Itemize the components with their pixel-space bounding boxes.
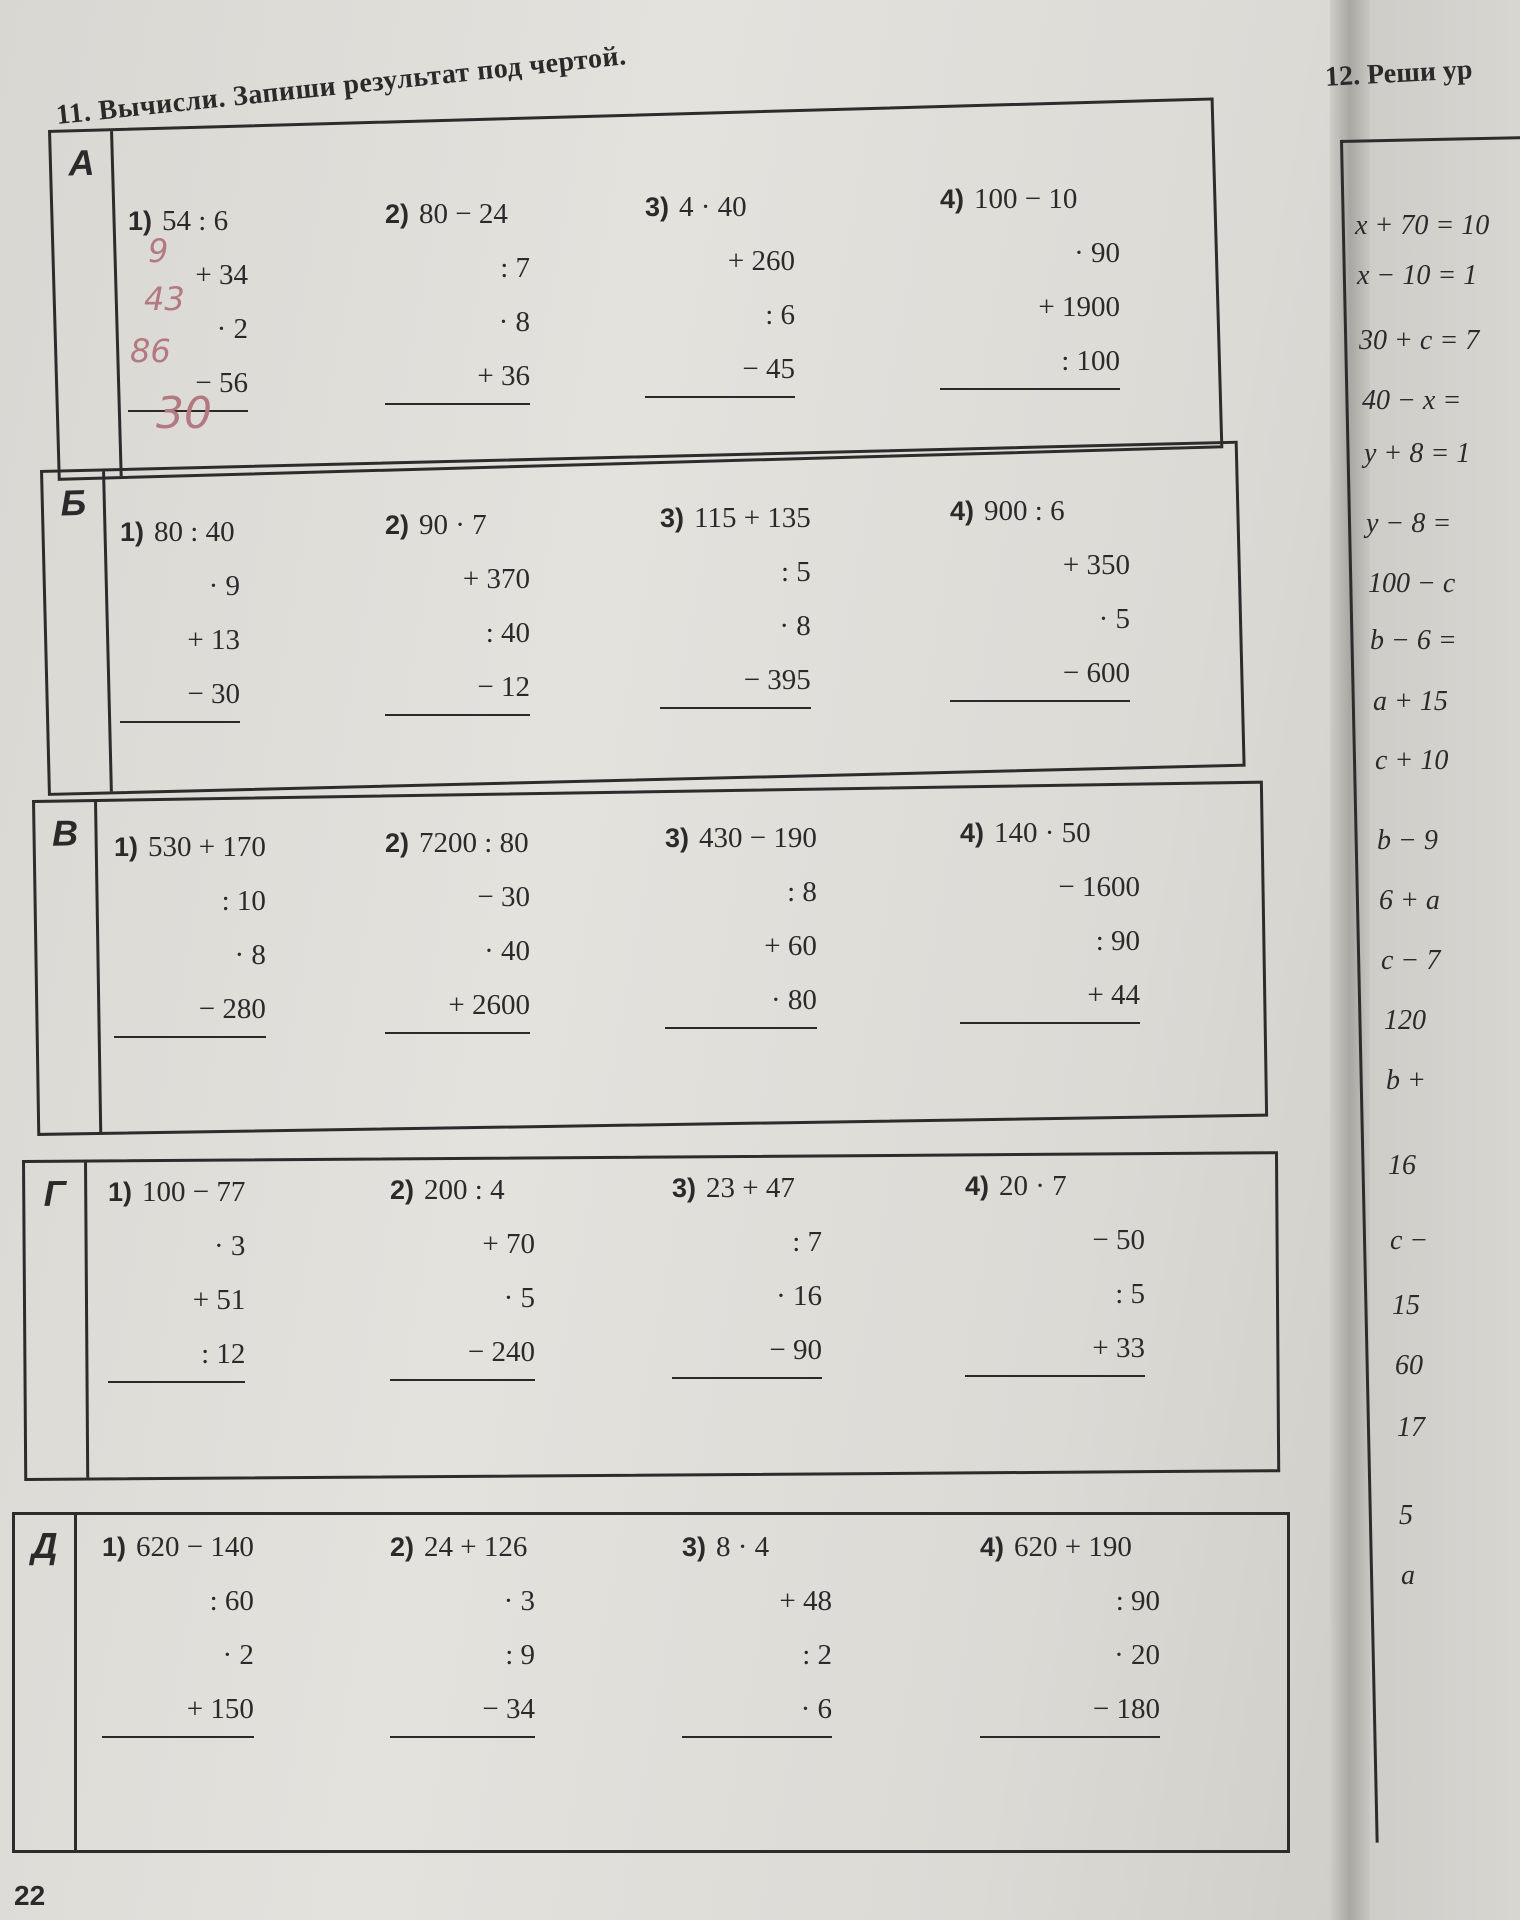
operation-step: · 6: [682, 1682, 832, 1738]
start-expression: 90 · 7: [419, 509, 487, 541]
operation-step: · 8: [498, 306, 530, 338]
expression-start: [660, 491, 811, 545]
operation-step: · 90: [1074, 237, 1120, 269]
operation-step: : 12: [108, 1327, 245, 1383]
operation-step: : 90: [1115, 1585, 1160, 1617]
operation-step: · 2: [222, 1639, 254, 1671]
item-number: 3): [645, 192, 670, 222]
expression-column: [108, 1165, 245, 1383]
equation-item: 17: [1397, 1412, 1425, 1443]
block-letter: А: [51, 131, 123, 478]
operation-step: + 2600: [385, 978, 530, 1034]
expression-start: [385, 498, 530, 552]
expression-column: [385, 498, 530, 716]
operation-step: − 34: [390, 1682, 535, 1738]
equation-item: 60: [1395, 1350, 1423, 1381]
operation-step: · 40: [484, 935, 530, 967]
item-number: 2): [385, 828, 410, 858]
start-expression: 7200 : 80: [419, 827, 529, 859]
equation-item: y + 8 = 1: [1364, 438, 1471, 469]
expression-start: [682, 1520, 832, 1574]
operation-step: + 60: [764, 930, 817, 962]
start-expression: 4 · 40: [679, 191, 747, 223]
operation-step: : 100: [940, 334, 1120, 390]
item-number: 3): [682, 1532, 707, 1562]
expression-column: [660, 491, 811, 709]
equation-item: x + 70 = 10: [1355, 210, 1490, 241]
operation-step: − 50: [1092, 1224, 1145, 1256]
item-number: 2): [385, 510, 410, 540]
operation-step: − 30: [477, 881, 530, 913]
handwritten-answer: 30: [156, 388, 212, 439]
operation-step: + 48: [779, 1585, 832, 1617]
equation-item: y − 8 =: [1366, 508, 1452, 539]
block-letter: Б: [43, 471, 113, 792]
expression-column: [102, 1520, 254, 1738]
operation-step: · 20: [1114, 1639, 1160, 1671]
operation-step: : 7: [792, 1226, 822, 1258]
expression-column: [114, 820, 266, 1038]
expression-start: [965, 1159, 1145, 1213]
equation-item: 100 − c: [1368, 568, 1456, 599]
equation-item: 6 + a: [1379, 885, 1440, 916]
operation-step: : 2: [802, 1639, 832, 1671]
operation-step: : 10: [221, 885, 266, 917]
start-expression: 80 − 24: [419, 198, 508, 230]
expression-start: [950, 484, 1130, 538]
expression-column: [980, 1520, 1160, 1738]
expression-column: [965, 1159, 1145, 1377]
item-number: 2): [385, 199, 410, 229]
handwritten-answer: 86: [130, 332, 171, 370]
operation-step: − 600: [950, 646, 1130, 702]
operation-step: · 16: [776, 1280, 822, 1312]
start-expression: 100 − 10: [974, 183, 1078, 215]
handwritten-answer: 9: [148, 232, 169, 270]
expression-start: [114, 820, 266, 874]
equation-item: b − 6 =: [1370, 625, 1457, 656]
equation-item: 5: [1399, 1500, 1413, 1531]
operation-step: + 51: [192, 1284, 246, 1316]
task-title: 11. Вычисли. Запиши результат под чертой.: [54, 40, 628, 132]
equation-item: a: [1401, 1560, 1415, 1591]
expression-column: [385, 816, 530, 1034]
item-number: 4): [965, 1171, 990, 1201]
start-expression: 200 : 4: [424, 1174, 505, 1206]
start-expression: 140 · 50: [994, 817, 1091, 849]
equation-item: 15: [1392, 1290, 1420, 1321]
operation-step: + 13: [187, 624, 240, 656]
operation-step: : 7: [500, 252, 530, 284]
equation-item: b +: [1386, 1065, 1426, 1096]
expression-column: [390, 1163, 535, 1381]
start-expression: 8 · 4: [716, 1531, 770, 1563]
operation-step: : 8: [787, 876, 817, 908]
item-number: 4): [940, 184, 965, 214]
expression-column: [120, 505, 240, 723]
expression-start: [128, 194, 248, 248]
expression-column: [950, 484, 1130, 702]
operation-step: − 45: [645, 342, 795, 398]
start-expression: 24 + 126: [424, 1531, 528, 1563]
item-number: 1): [114, 832, 139, 862]
start-expression: 430 − 190: [699, 822, 817, 854]
operation-step: · 3: [213, 1230, 246, 1262]
operation-step: + 350: [1062, 549, 1130, 581]
start-expression: 900 : 6: [984, 495, 1065, 527]
item-number: 1): [102, 1532, 127, 1562]
page-number: 22: [14, 1880, 46, 1911]
operation-step: · 2: [216, 313, 248, 345]
operation-step: + 1900: [1038, 291, 1120, 323]
operation-step: : 9: [505, 1639, 535, 1671]
expression-column: [960, 806, 1140, 1024]
operation-step: − 56: [128, 356, 248, 412]
start-expression: 80 : 40: [154, 516, 235, 548]
operation-step: + 260: [727, 245, 795, 277]
expression-start: [960, 806, 1140, 860]
operation-step: : 6: [765, 299, 795, 331]
operation-step: + 36: [385, 349, 530, 405]
start-expression: 115 + 135: [694, 502, 811, 534]
start-expression: 23 + 47: [706, 1172, 795, 1204]
operation-step: + 370: [462, 563, 530, 595]
item-number: 3): [665, 823, 690, 853]
expression-column: [682, 1520, 832, 1738]
item-number: 1): [128, 206, 153, 236]
expression-start: [645, 180, 795, 234]
item-number: 1): [108, 1177, 133, 1207]
equation-item: 40 − x =: [1362, 385, 1462, 416]
expression-start: [940, 172, 1120, 226]
equation-item: x − 10 = 1: [1357, 260, 1478, 291]
operation-step: · 9: [208, 570, 240, 602]
operation-step: − 30: [120, 667, 240, 723]
expression-column: [672, 1161, 822, 1379]
start-expression: 100 − 77: [142, 1176, 246, 1208]
operation-step: : 60: [209, 1585, 254, 1617]
start-expression: 620 + 190: [1014, 1531, 1132, 1563]
equation-item: c − 7: [1381, 945, 1441, 976]
expression-start: [120, 505, 240, 559]
start-expression: 620 − 140: [136, 1531, 254, 1563]
expression-column: [390, 1520, 535, 1738]
item-number: 4): [950, 496, 975, 526]
operation-step: − 12: [385, 660, 530, 716]
operation-step: : 90: [1095, 925, 1140, 957]
expression-start: [390, 1520, 535, 1574]
item-number: 4): [980, 1532, 1005, 1562]
operation-step: · 8: [234, 939, 266, 971]
operation-step: − 280: [114, 982, 266, 1038]
handwritten-answer: 43: [144, 280, 185, 318]
block-letter: В: [35, 802, 102, 1133]
item-number: 3): [672, 1173, 697, 1203]
expression-column: [665, 811, 817, 1029]
operation-step: : 5: [780, 556, 811, 588]
expression-column: [385, 187, 530, 405]
item-number: 2): [390, 1532, 415, 1562]
expression-start: [665, 811, 817, 865]
operation-step: + 70: [482, 1228, 535, 1260]
operation-step: + 150: [102, 1682, 254, 1738]
operation-step: : 5: [1115, 1278, 1145, 1310]
operation-step: − 180: [980, 1682, 1160, 1738]
start-expression: 20 · 7: [999, 1170, 1067, 1202]
equation-item: c −: [1390, 1225, 1429, 1256]
equation-item: a + 15: [1373, 686, 1448, 717]
expression-start: [390, 1163, 535, 1217]
start-expression: 54 : 6: [162, 205, 229, 237]
operation-step: · 5: [1098, 603, 1130, 635]
operation-step: − 395: [660, 653, 811, 709]
operation-step: · 8: [779, 610, 811, 642]
block-letter: Г: [25, 1163, 89, 1478]
expression-column: [645, 180, 795, 398]
expression-start: [102, 1520, 254, 1574]
expression-start: [108, 1165, 245, 1219]
operation-step: + 34: [195, 259, 248, 291]
equation-item: 120: [1384, 1005, 1426, 1036]
equation-item: 16: [1388, 1150, 1416, 1181]
equation-item: b − 9: [1377, 825, 1438, 856]
right-task-title: 12. Реши ур: [1324, 54, 1474, 93]
item-number: 2): [390, 1175, 415, 1205]
expression-column: [940, 172, 1120, 390]
expression-start: [672, 1161, 822, 1215]
expression-start: [385, 816, 530, 870]
operation-step: · 5: [503, 1282, 535, 1314]
operation-step: + 33: [965, 1321, 1145, 1377]
operation-step: − 1600: [1058, 871, 1140, 903]
expression-start: [385, 187, 530, 241]
operation-step: − 240: [390, 1325, 535, 1381]
expression-start: [980, 1520, 1160, 1574]
operation-step: − 90: [672, 1323, 822, 1379]
operation-step: + 44: [960, 968, 1140, 1024]
operation-step: · 3: [503, 1585, 535, 1617]
item-number: 4): [960, 818, 985, 848]
block-letter: Д: [15, 1515, 77, 1850]
item-number: 1): [120, 517, 145, 547]
equation-item: c + 10: [1375, 745, 1449, 776]
operation-step: : 40: [485, 617, 530, 649]
start-expression: 530 + 170: [148, 831, 266, 863]
equation-item: 30 + c = 7: [1359, 325, 1480, 356]
operation-step: · 80: [665, 973, 817, 1029]
item-number: 3): [660, 503, 685, 533]
